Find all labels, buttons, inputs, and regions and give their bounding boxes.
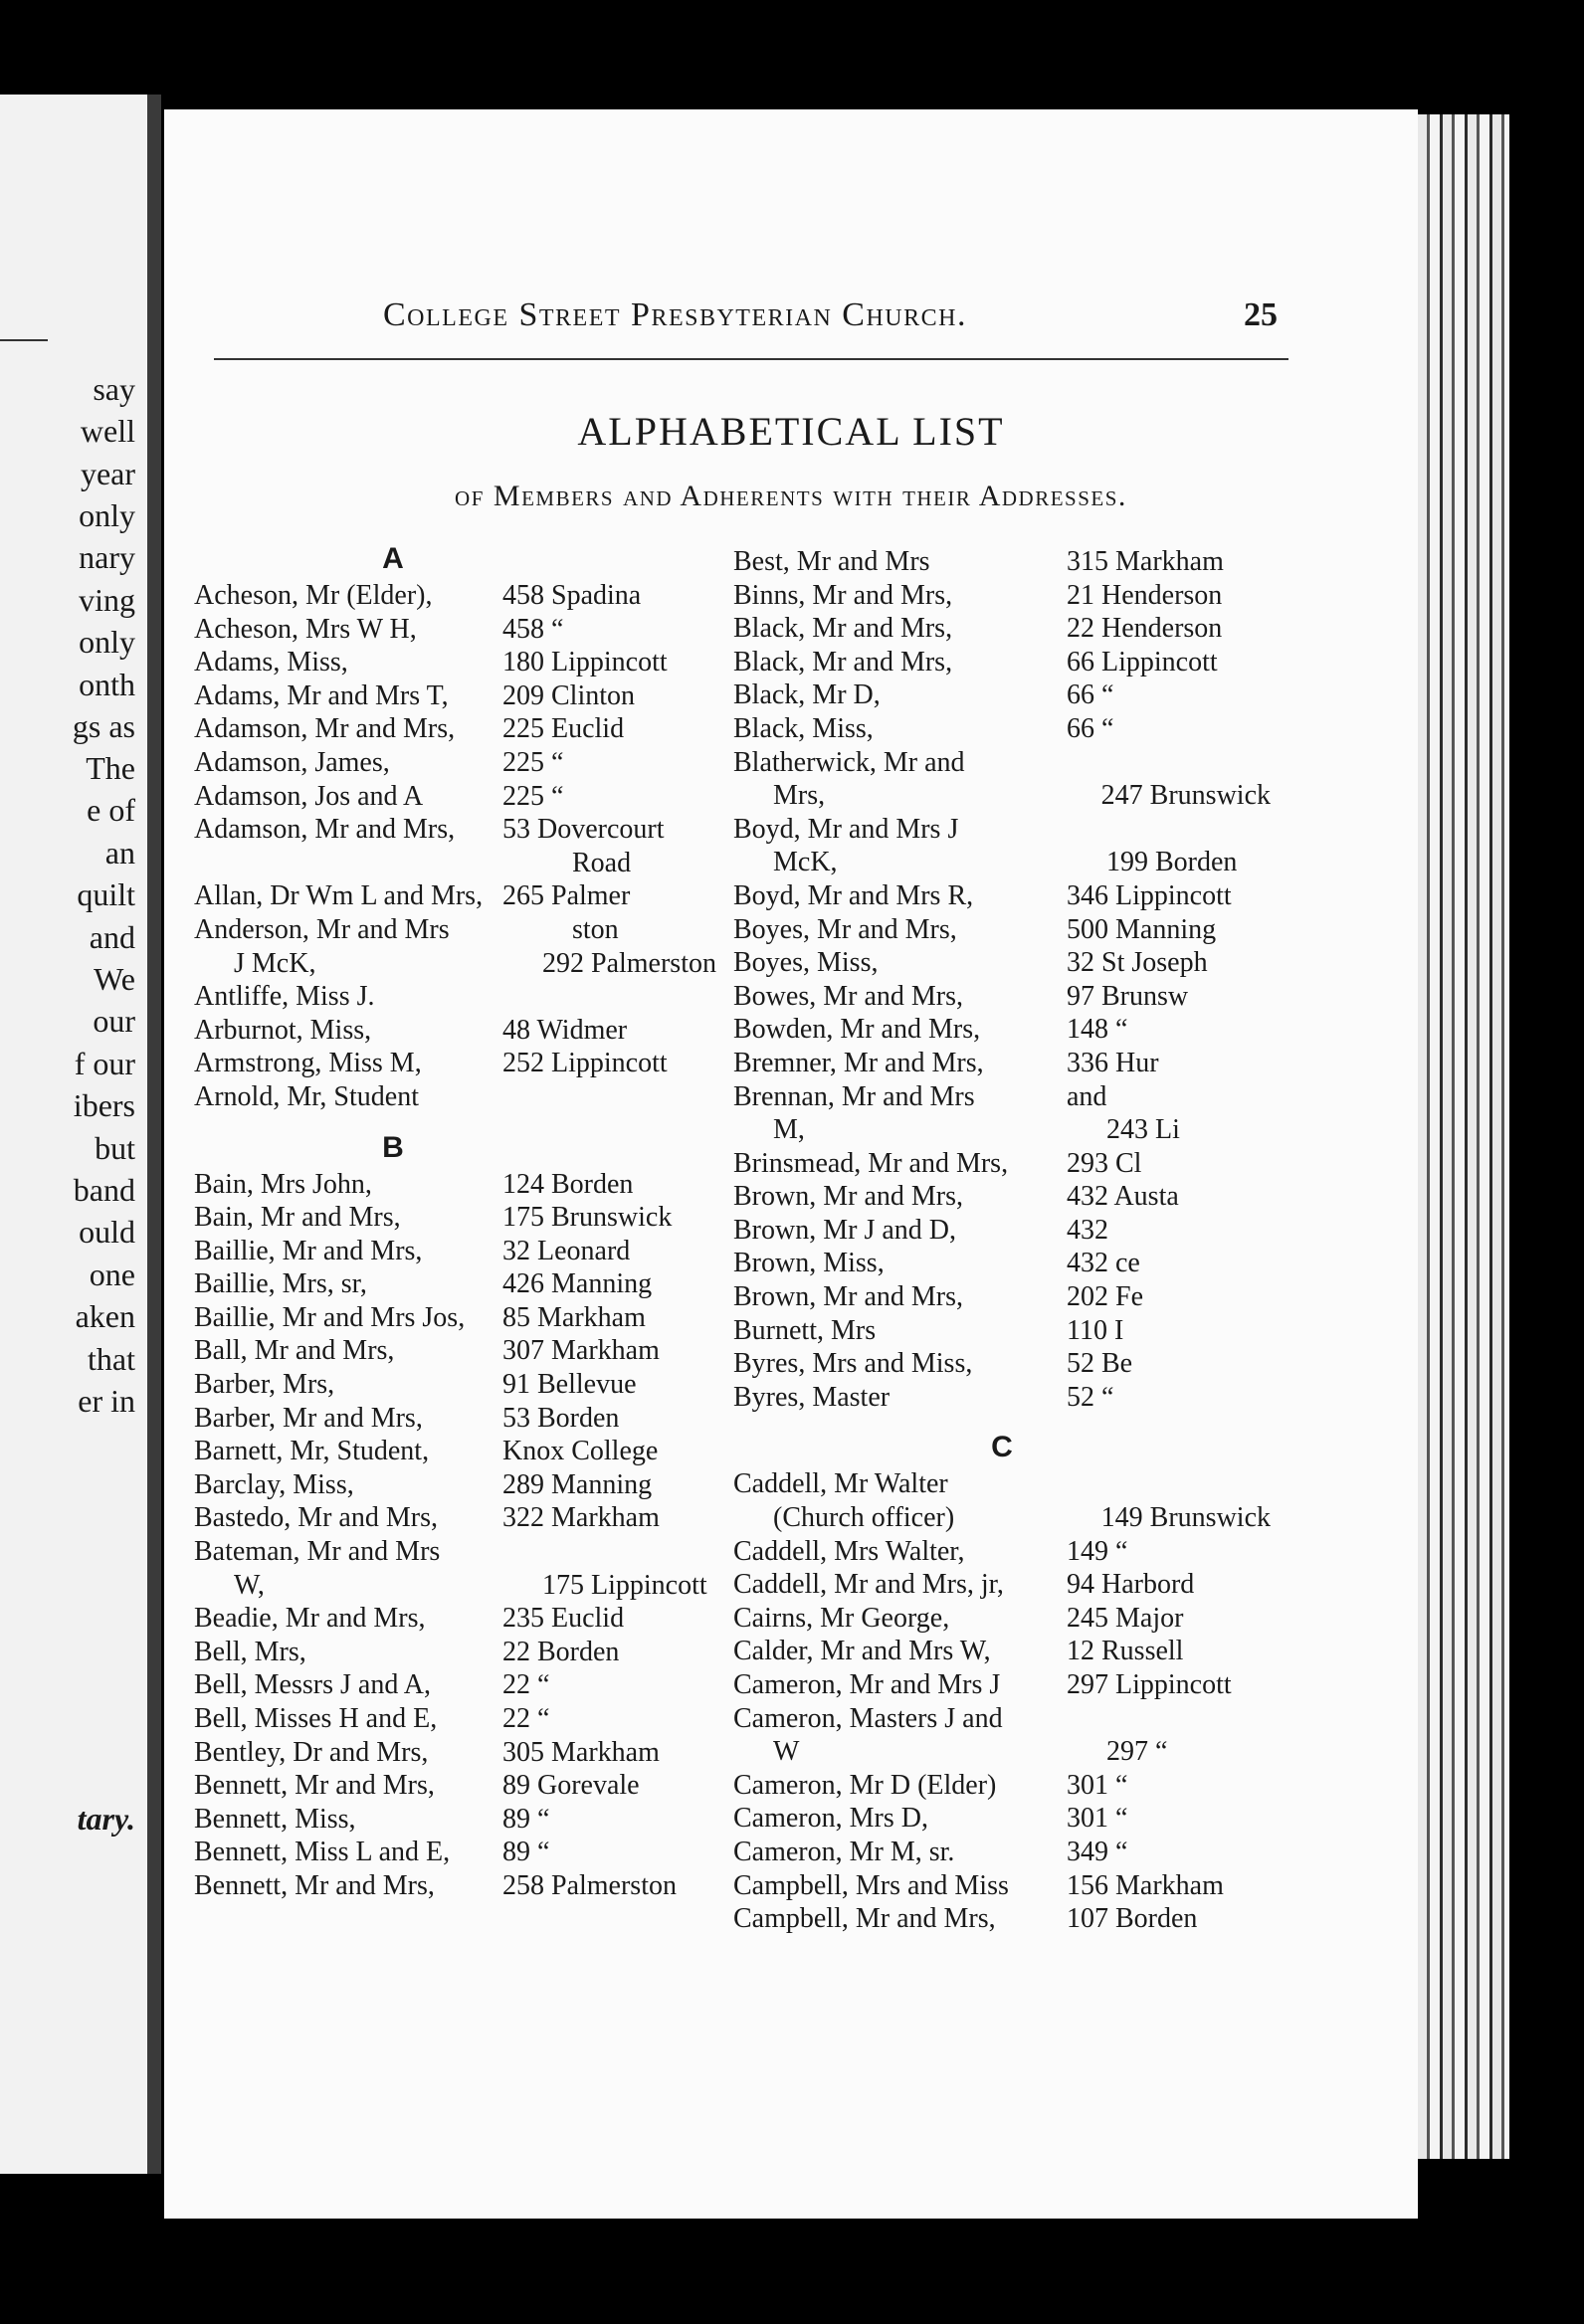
member-entry	[194, 913, 731, 947]
member-name: Armstrong, Miss M,	[194, 1048, 422, 1079]
member-entry	[733, 1735, 1271, 1769]
member-entry	[733, 1113, 1271, 1147]
member-name: Barnett, Mr, Student,	[194, 1436, 430, 1467]
member-address: 22 Henderson	[1067, 613, 1223, 645]
member-entry	[733, 1702, 1271, 1736]
entry-list-a	[194, 579, 731, 1114]
member-name: Adams, Mr and Mrs T,	[194, 679, 449, 711]
member-address: 180 Lippincott	[502, 647, 668, 678]
member-entry	[194, 579, 731, 613]
member-name: Ball, Mr and Mrs,	[194, 1335, 395, 1367]
member-name: Black, Mr and Mrs,	[733, 613, 953, 645]
member-address: 225 “	[502, 746, 564, 778]
member-name: W,	[234, 1569, 265, 1601]
column-left	[194, 539, 731, 1903]
left-page-line: The	[86, 750, 135, 786]
member-entry	[733, 1347, 1271, 1381]
member-address: 252 Lippincott	[502, 1048, 668, 1079]
left-page-line: f our	[74, 1046, 135, 1081]
member-entry	[194, 1535, 731, 1569]
member-address: 247 Brunswick	[1100, 780, 1271, 812]
member-address: 48 Widmer	[502, 1014, 628, 1046]
member-address: 97 Brunsw	[1067, 980, 1189, 1012]
member-name: Bell, Messrs J and A,	[194, 1669, 431, 1701]
member-entry	[733, 1314, 1271, 1348]
member-address: 149 Brunswick	[1100, 1502, 1271, 1534]
member-entry	[194, 980, 731, 1014]
member-entry	[194, 613, 731, 647]
member-name: Caddell, Mr Walter	[733, 1468, 948, 1500]
member-address: 21 Henderson	[1067, 579, 1223, 611]
running-head: College Street Presbyterian Church.	[383, 296, 967, 333]
member-name: Cameron, Mr D (Elder)	[733, 1769, 997, 1801]
left-page-line: er in	[78, 1383, 135, 1419]
member-name: Bowden, Mr and Mrs,	[733, 1014, 981, 1046]
member-address: 202 Fe	[1067, 1281, 1143, 1313]
member-entry	[733, 946, 1271, 980]
left-page-line: year	[80, 456, 135, 491]
member-address: 89 Gorevale	[502, 1770, 640, 1802]
member-address: 85 Markham	[502, 1301, 646, 1333]
section-letter-c: C	[991, 1431, 1013, 1464]
member-name: Byres, Master	[733, 1381, 891, 1413]
member-address: 89 “	[502, 1803, 550, 1835]
member-name: Best, Mr and Mrs	[733, 546, 930, 577]
member-entry	[194, 1602, 731, 1636]
page-subtitle: of Members and Adherents with their Addresses.	[455, 480, 1127, 512]
member-name: Brown, Mr J and D,	[733, 1214, 956, 1246]
section-letter-b: B	[382, 1130, 404, 1164]
member-name: Calder, Mr and Mrs W,	[733, 1636, 991, 1667]
member-address: 12 Russell	[1067, 1636, 1184, 1667]
member-address: 66 “	[1067, 679, 1114, 711]
member-entry	[733, 712, 1271, 746]
book-page-edges	[1418, 114, 1509, 2159]
member-entry	[733, 1080, 1271, 1114]
member-entry	[733, 1501, 1271, 1535]
member-address: 124 Borden	[502, 1168, 634, 1200]
member-entry	[194, 1047, 731, 1080]
member-name: Byres, Mrs and Miss,	[733, 1348, 973, 1380]
member-address: 458 “	[502, 613, 564, 645]
entry-list-c	[733, 1467, 1271, 1935]
member-name: Bennett, Miss,	[194, 1803, 356, 1835]
member-entry	[733, 678, 1271, 712]
left-page-line: aken	[75, 1298, 135, 1334]
member-name: Cameron, Masters J and	[733, 1702, 1003, 1734]
member-address: 458 Spadina	[502, 580, 642, 611]
member-name: Black, Mr and Mrs,	[733, 646, 953, 678]
member-address: 91 Bellevue	[502, 1369, 637, 1401]
member-name: Brown, Mr and Mrs,	[733, 1281, 963, 1313]
member-name: Cameron, Mrs D,	[733, 1803, 928, 1835]
member-entry	[194, 746, 731, 780]
member-name: Bastedo, Mr and Mrs,	[194, 1502, 438, 1534]
member-entry	[733, 779, 1271, 813]
left-page-rule	[0, 339, 48, 341]
member-entry	[194, 1569, 731, 1603]
member-address: 432	[1067, 1214, 1108, 1246]
member-name: Caddell, Mr and Mrs, jr,	[733, 1569, 1004, 1601]
member-entry	[733, 1769, 1271, 1803]
member-name	[194, 847, 502, 880]
member-entry	[733, 1013, 1271, 1047]
left-page-line: but	[95, 1130, 135, 1166]
member-entry	[733, 1635, 1271, 1668]
left-page-line: ving	[79, 582, 135, 618]
member-name: Adamson, Mr and Mrs,	[194, 713, 456, 745]
member-name: Cameron, Mr M, sr.	[733, 1836, 955, 1867]
left-page-line: that	[88, 1341, 135, 1377]
left-page-line: ibers	[73, 1087, 135, 1123]
member-entry	[194, 780, 731, 814]
member-entry	[194, 1435, 731, 1468]
member-entry	[194, 646, 731, 679]
member-address: 52 Be	[1067, 1348, 1133, 1380]
member-name: Acheson, Mrs W H,	[194, 613, 417, 645]
member-entry	[194, 1080, 731, 1114]
member-entry	[733, 1902, 1271, 1936]
member-entry	[733, 1535, 1271, 1569]
member-name: Adamson, Jos and A	[194, 780, 424, 812]
member-entry	[194, 1702, 731, 1736]
member-entry	[194, 1736, 731, 1770]
member-address: 66 Lippincott	[1067, 646, 1218, 678]
left-page-line: quilt	[77, 876, 135, 912]
member-name: Campbell, Mr and Mrs,	[733, 1903, 996, 1935]
member-entry	[194, 1201, 731, 1235]
left-page-line: only	[79, 497, 135, 533]
member-entry	[733, 612, 1271, 646]
column-right	[733, 545, 1271, 1936]
member-address: Road	[572, 847, 632, 878]
member-address: 289 Manning	[502, 1468, 653, 1500]
left-page-line: nary	[79, 539, 135, 575]
member-name: Baillie, Mr and Mrs Jos,	[194, 1301, 466, 1333]
member-name: Beadie, Mr and Mrs,	[194, 1603, 426, 1635]
member-address: 258 Palmerston	[502, 1869, 677, 1901]
member-name: Acheson, Mr (Elder),	[194, 580, 433, 611]
member-name: Bell, Misses H and E,	[194, 1703, 438, 1734]
member-name: Antliffe, Miss J.	[194, 981, 375, 1013]
member-entry	[194, 879, 731, 913]
member-entry	[733, 913, 1271, 947]
left-page-line: only	[79, 624, 135, 660]
member-name: Arnold, Mr, Student	[194, 1080, 419, 1112]
member-entry	[733, 1381, 1271, 1415]
left-page-line: gs as	[72, 708, 135, 744]
member-entry	[194, 712, 731, 746]
member-name: Adams, Miss,	[194, 647, 348, 678]
left-page-line: well	[80, 413, 135, 449]
member-name: Anderson, Mr and Mrs	[194, 913, 450, 945]
member-address: 432 ce	[1067, 1248, 1140, 1279]
member-entry	[733, 545, 1271, 579]
member-entry	[733, 1047, 1271, 1080]
member-address: 265 Palmer	[502, 880, 631, 912]
member-name: Bentley, Dr and Mrs,	[194, 1736, 429, 1768]
member-name: Baillie, Mr and Mrs,	[194, 1235, 423, 1266]
entry-list-b	[194, 1168, 731, 1903]
member-address: 148 “	[1067, 1014, 1128, 1046]
member-entry	[194, 1468, 731, 1502]
member-name: Cameron, Mr and Mrs J	[733, 1669, 1001, 1700]
member-address: 426 Manning	[502, 1268, 653, 1300]
member-name: Barclay, Miss,	[194, 1468, 354, 1500]
member-entry	[194, 1769, 731, 1803]
member-entry	[194, 1334, 731, 1368]
member-address: 32 Leonard	[502, 1235, 631, 1266]
member-entry	[733, 1180, 1271, 1214]
left-page-line: one	[89, 1257, 135, 1292]
member-entry	[733, 1280, 1271, 1314]
left-page-line: an	[104, 835, 135, 871]
member-entry	[194, 1636, 731, 1669]
member-address: 243 Li	[1106, 1114, 1180, 1146]
member-name: Caddell, Mrs Walter,	[733, 1535, 965, 1567]
member-name: Boyes, Mr and Mrs,	[733, 913, 957, 945]
section-letter-a: A	[382, 542, 404, 575]
member-name: Brown, Mr and Mrs,	[733, 1181, 963, 1213]
member-name: Barber, Mrs,	[194, 1369, 335, 1401]
member-address: 66 “	[1067, 712, 1114, 744]
member-name: Adamson, Mr and Mrs,	[194, 814, 456, 846]
member-address: 315 Markham	[1067, 546, 1224, 577]
member-entry	[733, 646, 1271, 679]
member-name: Binns, Mr and Mrs,	[733, 579, 953, 611]
member-name: Adamson, James,	[194, 746, 390, 778]
member-name: Brennan, Mr and Mrs	[733, 1080, 975, 1112]
member-name: Boyd, Mr and Mrs R,	[733, 879, 974, 911]
page-title: ALPHABETICAL LIST	[577, 409, 1005, 454]
member-name: Barber, Mr and Mrs,	[194, 1402, 423, 1434]
member-name: McK,	[773, 847, 838, 878]
member-name: Bateman, Mr and Mrs	[194, 1536, 441, 1568]
member-address: 292 Palmerston	[542, 947, 716, 979]
member-address: 52 “	[1067, 1381, 1114, 1413]
member-address: 149 “	[1067, 1535, 1128, 1567]
member-entry	[733, 1467, 1271, 1501]
member-address: 500 Manning	[1067, 913, 1217, 945]
member-address: 107 Borden	[1067, 1903, 1198, 1935]
left-page-line: band	[73, 1172, 135, 1208]
member-name: Allan, Dr Wm L and Mrs,	[194, 880, 484, 912]
member-entry	[194, 1668, 731, 1702]
member-name: Baillie, Mrs, sr,	[194, 1268, 367, 1300]
member-entry	[733, 1668, 1271, 1702]
member-address: 53 Borden	[502, 1402, 620, 1434]
member-entry	[194, 1402, 731, 1436]
member-entry	[194, 1168, 731, 1202]
member-name: Black, Miss,	[733, 712, 874, 744]
member-address: 22 Borden	[502, 1636, 620, 1667]
member-address: 301 “	[1067, 1803, 1128, 1835]
member-name: Arburnot, Miss,	[194, 1014, 372, 1046]
member-address: 53 Dovercourt	[502, 814, 665, 846]
member-name: Bell, Mrs,	[194, 1636, 306, 1667]
member-name: Blatherwick, Mr and	[733, 746, 965, 778]
member-entry	[194, 947, 731, 981]
member-address: 305 Markham	[502, 1736, 660, 1768]
member-name: Bain, Mrs John,	[194, 1168, 372, 1200]
member-entry	[733, 1836, 1271, 1869]
member-address: 322 Markham	[502, 1502, 660, 1534]
document-page	[164, 109, 1418, 2219]
member-name: Bowes, Mr and Mrs,	[733, 980, 963, 1012]
member-entry	[194, 1803, 731, 1837]
member-address: 225 Euclid	[502, 713, 625, 745]
member-entry	[733, 1214, 1271, 1248]
member-address: 235 Euclid	[502, 1603, 625, 1635]
member-address: 245 Major	[1067, 1602, 1184, 1634]
member-name: (Church officer)	[773, 1502, 955, 1534]
member-address: 225 “	[502, 780, 564, 812]
header-rule	[214, 358, 1288, 360]
member-entry	[733, 746, 1271, 780]
member-address: 209 Clinton	[502, 679, 636, 711]
member-entry	[194, 847, 731, 880]
member-name: J McK,	[234, 947, 316, 979]
member-entry	[733, 1568, 1271, 1602]
left-page-fragment	[0, 95, 161, 2174]
member-entry	[733, 579, 1271, 613]
member-address: ston	[572, 913, 619, 945]
member-address: 175 Lippincott	[542, 1569, 707, 1601]
member-address: 110 I	[1067, 1314, 1124, 1346]
member-entry	[733, 1247, 1271, 1280]
member-address: 89 “	[502, 1837, 550, 1868]
left-page-line: onth	[79, 667, 135, 702]
member-name: Brown, Miss,	[733, 1248, 885, 1279]
member-address: 297 Lippincott	[1067, 1669, 1232, 1700]
member-name: Boyd, Mr and Mrs J	[733, 813, 959, 845]
member-entry	[194, 813, 731, 847]
member-name: M,	[773, 1114, 805, 1146]
member-name: Bain, Mr and Mrs,	[194, 1202, 401, 1234]
member-address: 301 “	[1067, 1769, 1128, 1801]
page-number: 25	[1244, 296, 1278, 333]
member-name: Campbell, Mrs and Miss	[733, 1869, 1009, 1901]
member-entry	[733, 813, 1271, 847]
member-entry	[733, 1802, 1271, 1836]
member-entry	[733, 879, 1271, 913]
member-entry	[733, 1869, 1271, 1903]
member-address: and	[1067, 1080, 1107, 1112]
left-page-line: our	[93, 1003, 135, 1039]
member-entry	[194, 1014, 731, 1048]
member-address: 432 Austa	[1067, 1181, 1179, 1213]
member-address: 297 “	[1106, 1736, 1168, 1768]
member-entry	[194, 1301, 731, 1335]
member-entry	[194, 1869, 731, 1903]
left-page-line: We	[94, 961, 135, 997]
member-name: Burnett, Mrs	[733, 1314, 877, 1346]
member-name: Brinsmead, Mr and Mrs,	[733, 1147, 1009, 1179]
member-address: 307 Markham	[502, 1335, 660, 1367]
member-address: 199 Borden	[1106, 847, 1238, 878]
member-name: Cairns, Mr George,	[733, 1602, 950, 1634]
member-address: 349 “	[1067, 1836, 1128, 1867]
member-name: W	[773, 1736, 800, 1768]
member-address: 293 Cl	[1067, 1147, 1142, 1179]
left-page-line: say	[93, 371, 135, 407]
member-address: 32 St Joseph	[1067, 947, 1208, 979]
member-name: Black, Mr D,	[733, 679, 881, 711]
left-page-line: and	[89, 919, 135, 955]
member-name: Bennett, Mr and Mrs,	[194, 1770, 435, 1802]
member-address: 94 Harbord	[1067, 1569, 1195, 1601]
member-entry	[194, 1235, 731, 1268]
member-name: Bennett, Mr and Mrs,	[194, 1869, 435, 1901]
member-address: 22 “	[502, 1703, 550, 1734]
member-entry	[194, 1368, 731, 1402]
member-entry	[194, 679, 731, 713]
left-page-signature: tary.	[77, 1801, 135, 1837]
entry-list-b-continued	[733, 545, 1271, 1414]
member-name: Bennett, Miss L and E,	[194, 1837, 451, 1868]
member-address: 336 Hur	[1067, 1047, 1159, 1078]
left-page-line: ould	[79, 1214, 135, 1250]
member-name: Mrs,	[773, 780, 826, 812]
member-address: 22 “	[502, 1669, 550, 1701]
member-name: Boyes, Miss,	[733, 947, 879, 979]
member-name: Bremner, Mr and Mrs,	[733, 1047, 984, 1078]
member-entry	[194, 1836, 731, 1869]
left-page-line: e of	[87, 792, 135, 828]
member-entry	[194, 1267, 731, 1301]
member-entry	[733, 1147, 1271, 1181]
member-address: 346 Lippincott	[1067, 879, 1232, 911]
member-entry	[733, 980, 1271, 1014]
member-entry	[733, 846, 1271, 879]
member-entry	[733, 1602, 1271, 1636]
member-entry	[194, 1501, 731, 1535]
member-address: 156 Markham	[1067, 1869, 1224, 1901]
member-address: Knox College	[502, 1436, 659, 1467]
member-address: 175 Brunswick	[502, 1202, 673, 1234]
